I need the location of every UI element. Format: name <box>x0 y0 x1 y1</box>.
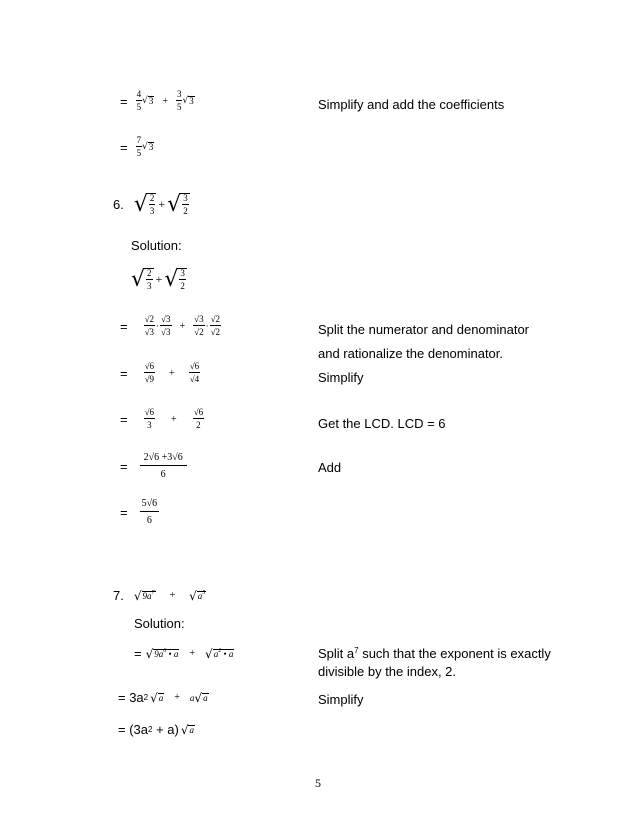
problem-6-restated <box>131 268 187 291</box>
plus-sign: + <box>179 320 186 332</box>
dot-operator: · <box>205 321 209 331</box>
plus-sign: + <box>162 95 168 107</box>
radical-a: √ a <box>150 690 164 705</box>
step-factored-result: = (3a 2 + a) √ a <box>118 722 194 737</box>
step-result-seven-fifths <box>120 136 154 158</box>
plus-sign: + <box>189 648 196 659</box>
radical-a2-times-a: √ $a^2$ • a <box>205 646 234 661</box>
fraction-5root6-6: $\frac{5√6}{6}$ <box>141 498 158 526</box>
radical-3: √ 3 <box>182 95 194 107</box>
equals-sign: = <box>120 459 128 474</box>
note-simplify: Simplify <box>318 370 364 385</box>
plus-sign: + <box>174 692 180 703</box>
fraction-root6-root9: $\frac{√6}{√9}$ <box>144 361 155 384</box>
plus-sign: + <box>169 590 176 601</box>
fraction-root3-root2: $\frac{√3}{√2}$ <box>194 314 204 337</box>
note-simplify-add: Simplify and add the coefficients <box>318 97 505 112</box>
note-split-line2: and rationalize the denominator. <box>318 346 504 361</box>
note-add: Add <box>318 460 342 475</box>
radical-a: √ a <box>194 690 208 705</box>
equals-sign: = <box>120 411 128 427</box>
equals-sign: = <box>120 139 128 155</box>
fraction-three-fifths: $\frac{3}{5}$ <box>176 89 182 112</box>
step-simplify-3a2: = 3a 2 √ a + a √ a <box>118 690 208 705</box>
equals-sign: = <box>134 646 142 661</box>
plus-sign: + <box>158 197 166 211</box>
step-add <box>120 453 187 480</box>
radical-9a7: √ $9a^7$ <box>133 588 155 603</box>
note-simplify: Simplify <box>318 692 364 707</box>
solution-label: Solution: <box>134 616 185 631</box>
plus-sign: + <box>171 413 177 425</box>
fraction-seven-fifths: $\frac{7}{5}$ <box>136 135 142 158</box>
note-split-a7-line2: divisible by the index, 2. <box>318 664 457 679</box>
step-sum-coefficients <box>120 90 195 112</box>
plus-sign: + <box>155 272 163 286</box>
radical-fraction-2-3: √ $\frac{2}{3}$ <box>133 192 155 217</box>
radical-a: √ a <box>180 722 194 737</box>
step-split-rationalize <box>120 315 221 337</box>
fraction-root6-3: $\frac{√6}{3}$ <box>144 407 155 430</box>
fraction-four-fifths: $\frac{4}{5}$ <box>136 89 142 112</box>
fraction-root3-root3: $\frac{√3}{√3}$ <box>161 314 171 337</box>
radical-3: √ 3 <box>142 141 154 153</box>
equals-sign: = <box>120 365 128 381</box>
fraction-root6-2: $\frac{√6}{2}$ <box>193 407 204 430</box>
step-split-exponent <box>134 646 234 661</box>
step-get-lcd <box>120 408 204 430</box>
page-number: 5 <box>315 776 321 790</box>
note-get-lcd: Get the LCD. LCD = 6 <box>318 416 446 431</box>
problem-6 <box>113 193 190 216</box>
fraction-root2-root3: $\frac{√2}{√3}$ <box>144 314 155 337</box>
equals-sign: = <box>120 505 128 520</box>
radical-a5: √ $a^5$ <box>189 588 206 603</box>
problem-7 <box>113 588 206 603</box>
radical-fraction-2-3: √ $\frac{2}{3}$ <box>131 267 152 292</box>
equals-sign: = <box>120 93 128 109</box>
problem-number: 7. <box>113 588 124 603</box>
dot-operator: · <box>156 321 160 331</box>
fraction-root6-root4: $\frac{√6}{√4}$ <box>189 361 200 384</box>
radical-3: √ 3 <box>142 95 154 107</box>
note-split-line1: Split the numerator and denominator <box>318 322 530 337</box>
radical-fraction-3-2: √ $\frac{3}{2}$ <box>167 192 188 217</box>
plus-sign: + <box>169 367 175 379</box>
radical-fraction-3-2: √ $\frac{3}{2}$ <box>164 267 185 292</box>
solution-label: Solution: <box>131 238 182 253</box>
step-result-5root6-over-6 <box>120 499 159 526</box>
fraction-root2-root2: $\frac{√2}{√2}$ <box>210 314 221 337</box>
fraction-sum-over-6: $\frac{2√6 +3√6}{6}$ <box>140 453 187 480</box>
step-simplify-radicals <box>120 362 200 384</box>
note-split-a7-line1: Split $a^7$ such that the exponent is exactly <box>318 646 551 661</box>
problem-number: 6. <box>113 197 124 212</box>
equals-sign: = <box>120 318 128 334</box>
radical-9a6-times-a: √ $9a^6$ • a <box>145 646 179 661</box>
